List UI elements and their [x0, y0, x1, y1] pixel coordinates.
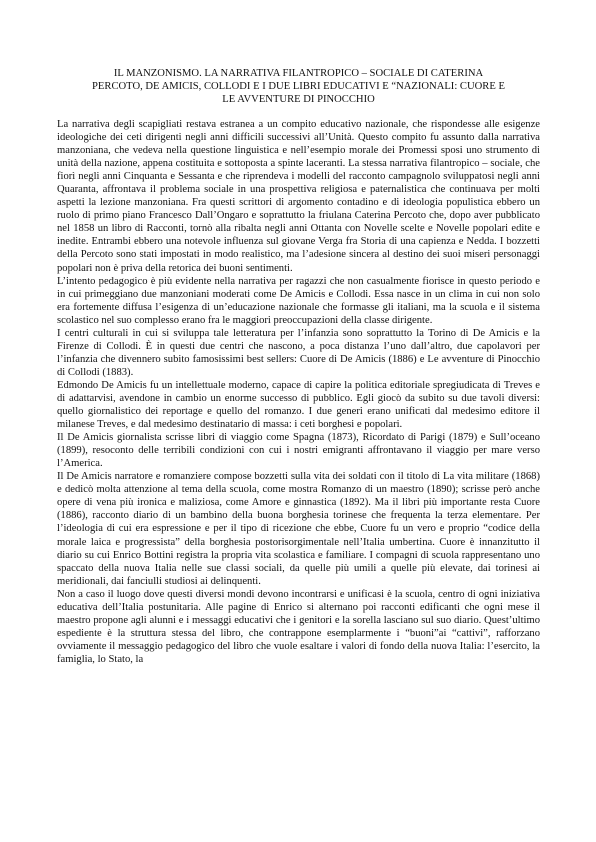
paragraph: Il De Amicis giornalista scrisse libri di viaggio come Spagna (1873), Ricordato di Parigi (1879) e Sull’oceano (1899), resoconto delle terribili condizioni con cui i nostri emigranti affrontavano il viaggio per mare verso l’America.	[57, 432, 540, 470]
paragraph: I centri culturali in cui si sviluppa tale letteratura per l’infanzia sono soprattutto la Torino di De Amicis e la Firenze di Collodi. È in questi due centri che nascono, a poca distanza l’uno dall’altro, due capolavori per l’infanzia che divennero subito famosissimi best sellers: Cuore di De Amicis (1886) e Le avventure di Pinocchio di Collodi (1883).	[57, 327, 540, 378]
paragraph: La narrativa degli scapigliati restava estranea a un compito educativo nazionale, che rispondesse alle esigenze ideologiche dei ceti dirigenti negli anni difficili successivi all’Unità. Questo compito fu assunto dalla narrativa manzoniana, che vedeva nella questione linguistica e nell’esempio morale dei Promessi sposi uno strumento di unità della nazione, appena costituita e sottoposta a spinte laceranti. La stessa narrativa filantropico – sociale, che fiorì negli anni Cinquanta e Sessanta e che riprendeva i modelli del racconto campagnolo sviluppatosi negli anni Quaranta, affrontava il problema sociale in una prospettiva religiosa e paternalistica che continuava per molti aspetti la lezione manzoniana. Fra questi scrittori di argomento contadino e di ideologia populistica ebbero un ruolo di primo piano Francesco Dall’Ongaro e soprattutto la friulana Caterina Percoto che, dopo aver pubblicato nel 1858 un libro di Racconti, tornò alla ribalta negli anni Ottanta con Novelle scelte e Novelle popolari edite e inedite. Entrambi ebbero una notevole influenza sul giovane Verga fra Storia di una capienza e Nedda. I bozzetti della Percoto sono stati impostati in modo realistico, ma l’adesione sincera al destino dei suoi miseri personaggi popolari non è priva della retorica dei buoni sentimenti.	[57, 119, 540, 274]
document-body	[57, 118, 540, 666]
title-line-3: LE AVVENTURE DI PINOCCHIO	[222, 94, 375, 105]
title-line-1: IL MANZONISMO. LA NARRATIVA FILANTROPICO – SOCIALE DI CATERINA	[113, 68, 484, 79]
paragraph: L’intento pedagogico è più evidente nella narrativa per ragazzi che non casualmente fiorisce in questo periodo e in cui primeggiano due manzoniani moderati come De Amicis e Collodi. Essa nasce in un clima in cui non solo era fortemente diffusa l’esigenza di un’educazione nazionale che formasse gli italiani, ma la scuola e il sistema scolastico nel suo complesso erano fra le maggiori preoccupazioni della classe dirigente.	[57, 275, 540, 326]
title-line-2: PERCOTO, DE AMICIS, COLLODI E I DUE LIBRI EDUCATIVI E “NAZIONALI: CUORE E	[92, 81, 505, 92]
paragraph: Il De Amicis narratore e romanziere compose bozzetti sulla vita dei soldati con il titolo di La vita militare (1868) e dedicò molta attenzione al tema della scuola, come mostra Romanzo di un maestro (1890); scrisse però anche opere di vena più ironica e maliziosa, come Amore e ginnastica (1892). Ma il libri più importante resta Cuore (1886), racconto diario di un bambino della buona borghesia torinese che frequenta la terza elementare. Per l’ideologia di cui era espressione e per il tipo di ricezione che ebbe, Cuore fu un vero e proprio “codice della morale laica e progressista” della borghesia postorisorgimentale nell’Italia umbertina. Cuore è innanzitutto il diario su cui Enrico Bottini registra la propria vita scolastica e familiare. I compagni di scuola rappresentano uno spaccato della nuova Italia nelle sue classi sociali, da quelle più umili a quelle più elevate, dai torinesi ai meridionali, dai fanciulli studiosi ai delinquenti.	[57, 471, 540, 587]
document-title	[57, 67, 540, 106]
paragraph: Non a caso il luogo dove questi diversi mondi devono incontrarsi e unificasi è la scuola, centro di ogni iniziativa educativa dell’Italia postunitaria. Alle pagine di Enrico si alternano poi racconti edificanti che ogni mese il maestro propone agli alunni e i messaggi educativi che i genitori e la sorella lasciano sul suo diario. Quest’ultimo espediente è la struttura stessa del libro, che contrappone esemplarmente i “buoni”ai “cattivi”, rafforzano ovviamente il messaggio pedagogico del libro che vuole esaltare i valori di fondo della nuova Italia: l’esercito, la famiglia, lo Stato, la	[57, 588, 540, 665]
paragraph: Edmondo De Amicis fu un intellettuale moderno, capace di capire la politica editoriale spregiudicata di Treves e di adattarvisi, avendone in cambio un enorme successo di pubblico. Egli giocò da subito su due tavoli diversi: quello giornalistico dei reportage e quello del romanzo. I due generi erano unificati dal medesimo editore il milanese Treves, e dal medesimo destinatario di massa: i ceti borghesi e popolari.	[57, 379, 540, 431]
